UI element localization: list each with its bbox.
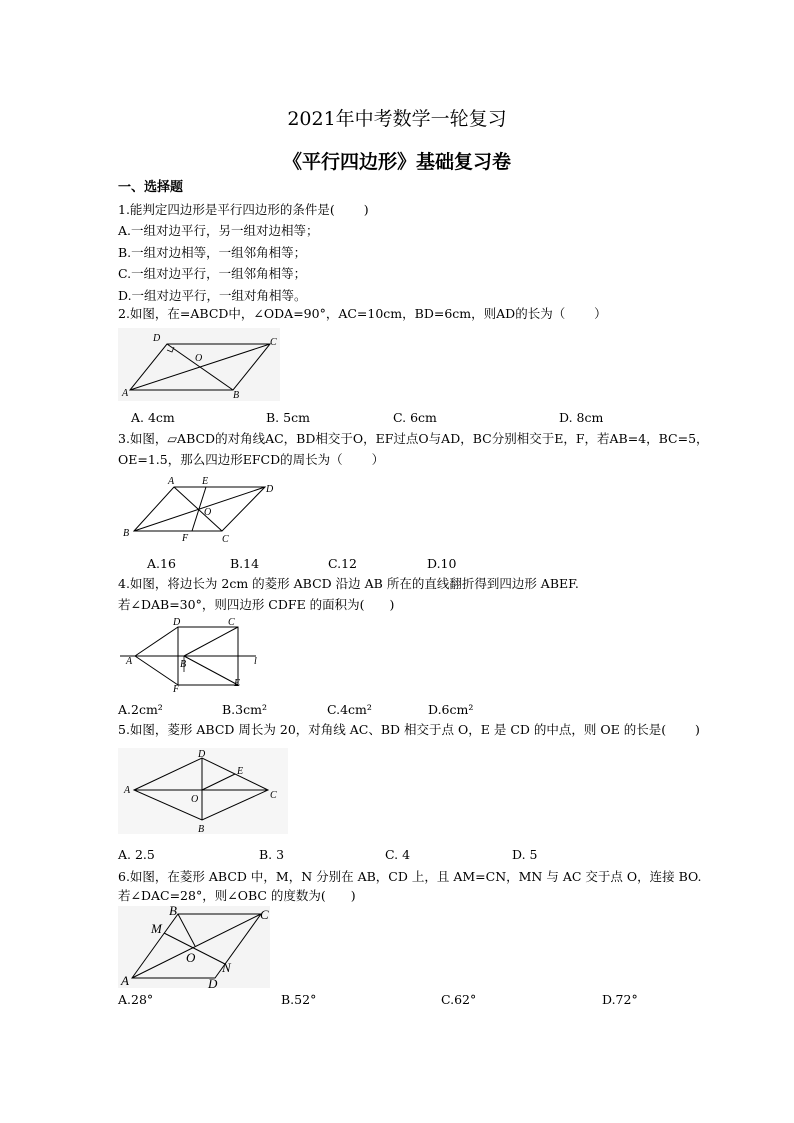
q6-label-o: O: [186, 950, 196, 965]
q6-stem-line2: 若∠DAC=28°，则∠OBC 的度数为( ): [118, 888, 356, 903]
q6-label-c: C: [260, 907, 269, 922]
q6-label-n: N: [222, 960, 231, 975]
section-heading: 一、选择题: [118, 180, 184, 195]
q5-figure: [118, 748, 290, 838]
q4-label-e: E: [234, 678, 241, 689]
q4-segment-af: [135, 656, 178, 685]
q4-segment-be: [184, 656, 238, 685]
q4-figure: [118, 617, 268, 695]
q6-option-b: B.52°: [281, 992, 317, 1007]
q4-label-b: B: [180, 659, 187, 670]
q4-label-f: F: [173, 684, 180, 695]
q3-label-a: A: [168, 476, 175, 487]
q5-label-o: O: [191, 794, 199, 805]
q2-option-b: B. 5cm: [266, 410, 310, 425]
q6-option-a: A.28°: [118, 992, 154, 1007]
q2-label-b: B: [233, 390, 240, 401]
q2-label-o: O: [195, 353, 203, 364]
q4-option-d: D.6cm²: [428, 702, 474, 717]
q6-figure: [118, 903, 278, 991]
q4-label-a: A: [126, 656, 133, 667]
q3-stem-line1: 3.如图，▱ABCD的对角线AC，BD相交于O，EF过点O与AD，BC分别相交于E，F，若AB=4，BC=5，: [118, 431, 709, 446]
q4-segment-ad: [135, 627, 178, 656]
q6-label-b: B: [169, 903, 177, 918]
q1-option-b: B.一组对边相等，一组邻角相等；: [118, 245, 307, 260]
q3-diagonal-ac: [174, 487, 222, 531]
q3-option-c: C.12: [328, 556, 357, 571]
q5-option-d: D. 5: [512, 847, 538, 862]
q2-label-c: C: [270, 337, 277, 348]
page-subtitle: 《平行四边形》基础复习卷: [282, 151, 511, 173]
q2-option-d: D. 8cm: [559, 410, 604, 425]
q3-option-a: A.16: [147, 556, 176, 571]
q3-label-e: E: [202, 476, 209, 487]
q2-option-a: A. 4cm: [131, 410, 175, 425]
q3-option-d: D.10: [427, 556, 457, 571]
q1-option-c: C.一组对边平行，一组邻角相等；: [118, 266, 307, 281]
q4-label-c: C: [228, 617, 235, 628]
q4-option-b: B.3cm²: [222, 702, 267, 717]
q4-label-l: l: [254, 656, 257, 667]
q5-option-c: C. 4: [385, 847, 411, 862]
q5-option-b: B. 3: [259, 847, 285, 862]
q3-figure: [120, 474, 280, 546]
q6-option-d: D.72°: [602, 992, 638, 1007]
q4-label-d: D: [173, 617, 181, 628]
q5-label-b: B: [198, 824, 205, 835]
q3-label-c: C: [222, 534, 229, 545]
q4-stem-line2: 若∠DAB=30°，则四边形 CDFE 的面积为( ): [118, 597, 395, 612]
q5-figure-background: [118, 748, 288, 834]
q1-option-d: D.一组对边平行，一组对角相等。: [118, 288, 307, 303]
q3-label-o: O: [204, 507, 212, 518]
q5-label-a: A: [124, 785, 131, 796]
q2-option-c: C. 6cm: [393, 410, 437, 425]
q1-stem: 1.能判定四边形是平行四边形的条件是( ): [118, 202, 369, 217]
q6-label-m: M: [151, 921, 162, 936]
q1-option-a: A.一组对边平行，另一组对边相等；: [118, 223, 319, 238]
q6-label-d: D: [208, 976, 218, 991]
q6-stem-line1: 6.如图，在菱形 ABCD 中，M，N 分别在 AB，CD 上，且 AM=CN，MN 与 AC 交于点 O，连接 BO.: [118, 869, 702, 884]
q3-label-d: D: [266, 484, 274, 495]
q2-figure: [118, 328, 288, 403]
page-title: 2021年中考数学一轮复习: [287, 108, 507, 130]
q3-label-b: B: [123, 528, 130, 539]
q3-stem-line2: OE=1.5，那么四边形EFCD的周长为（ ）: [118, 452, 385, 467]
q6-option-c: C.62°: [441, 992, 477, 1007]
q4-segment-bc: [184, 627, 238, 656]
q5-label-d: D: [198, 749, 206, 760]
q2-stem: 2.如图，在=ABCD中，∠ODA=90°，AC=10cm，BD=6cm，则AD的长为（ ）: [118, 306, 607, 321]
q5-stem: 5.如图，菱形 ABCD 周长为 20，对角线 AC、BD 相交于点 O，E 是 CD 的中点，则 OE 的长是( ): [118, 722, 700, 737]
q5-option-a: A. 2.5: [118, 847, 155, 862]
q3-option-b: B.14: [230, 556, 260, 571]
q3-label-f: F: [182, 533, 189, 544]
q6-label-a: A: [121, 973, 129, 988]
q4-stem-line1: 4.如图，将边长为 2cm 的菱形 ABCD 沿边 AB 所在的直线翻折得到四边形 ABEF.: [118, 576, 579, 591]
q4-option-a: A.2cm²: [118, 702, 163, 717]
q2-label-a: A: [122, 388, 129, 399]
q4-option-c: C.4cm²: [327, 702, 372, 717]
q5-label-c: C: [270, 790, 277, 801]
q5-label-e: E: [237, 766, 244, 777]
q2-label-d: D: [153, 333, 161, 344]
